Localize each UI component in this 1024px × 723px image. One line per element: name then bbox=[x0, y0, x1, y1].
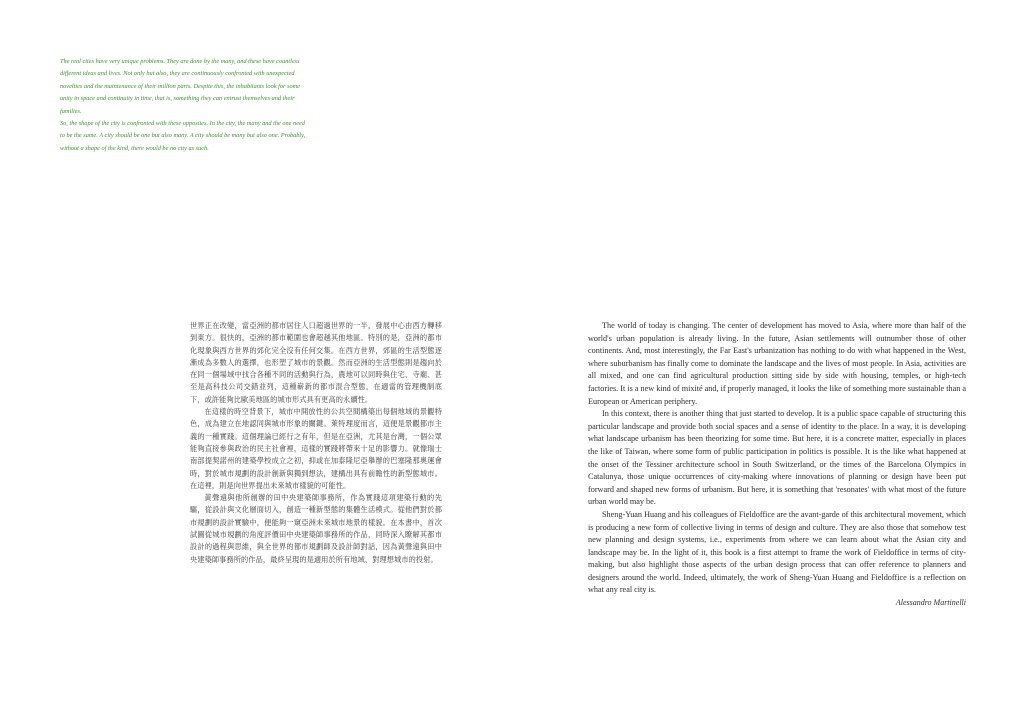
chinese-text-column bbox=[190, 320, 442, 566]
quote-paragraph-2: So, the shape of the city is confronted with these opposites. In the city, the many and the one need to be the same. A city should be one but also many. A city should be many but also one. Probably, without a shape of the kind, there would be no city as such. bbox=[60, 120, 306, 152]
chinese-paragraph-3: 黃聲遠與他所創辦的田中央建築師事務所，作為實踐這項建築行動的先驅，從設計與文化層面切入，創造一種新型態的集體生活模式。從他們對於都市規劃的設計實驗中，便能夠一窺亞洲未來城市地景的樣貌。在本書中，首次試圖從城市規劃的角度評價田中央建築師事務所的作品，同時深入瞭解其都市設計的過程與思維，與全世界的都市規劃師及設計師對話，因為黃聲遠與田中央建築師事務所的作品，最終呈現的是適用於所有地域、對理想城市的投射。 bbox=[190, 493, 442, 564]
english-paragraph-1: The world of today is changing. The center of development has moved to Asia, where more than half of the world's urban population is already living. In the future, Asian settlements will outnumber those of other continents. And, most interestingly, the Far East's urbanization has nothing to do with what happened in the West, where suburbanism has finally come to dominate the landscape and the lives of most people. In Asia, activities are all mixed, and one can find agricultural production sitting side by side with housing, temples, or high-tech factories. It is a new kind of mixité and, if properly managed, it looks the like of something more sustainable than a European or American periphery. bbox=[588, 321, 966, 406]
chinese-paragraph-2: 在這樣的時空背景下，城市中開放性的公共空間構築出每個地域的景觀特色，成為建立在地認同與城市形象的關鍵。萊特理度而言，這便是景觀都市主義的一種實踐。這個理論已經行之有年，但是在亞洲，尤其是台灣，一個公眾能夠直接參與政治的民主社會裡，這樣的實踐將帶來十足的影響力。就像瑞士南部提契諾州的建築學校成立之初，抑或在加泰隆尼亞舉辦的巴塞隆那奧運會時，對於城市規劃的設計創新與獨到想法，建構出具有前瞻性的新型態城市。在這裡，則是向世界提出未來城市樣貌的可能性。 bbox=[190, 407, 442, 490]
english-text-column bbox=[588, 320, 966, 610]
quote-paragraph-1: The real cites have very unique problems. They are done by the many, and these have countless different ideas and lives. Not only but also, they are continuously confronted with unexpected novelties and the maintenance of their million parts. Despite this, the inhabitants look for some unity in space and continuity in time, that is, something they can entrust themselves and their families. bbox=[60, 58, 300, 115]
epigraph-quote bbox=[60, 56, 310, 155]
english-paragraph-2: In this context, there is another thing that just started to develop. It is a public space capable of structuring this particular landscape and provide both social spaces and a sense of identity to the place. In a way, it is developing what landscape urbanism has been theorizing for some time. But here, it is a concrete matter, especially in places the like of Taiwan, where some form of public participation in politics is possible. It is the like what happened at the onset of the Tessiner architecture school in South Switzerland, or the times of the Barcelona Olympics in Catalunya, those unique occurrences of city-making where innovations of planning or design have been put forward and shaped new forms of urbanism. But here, it is something that 'resonates' with what most of the future urban world may be. bbox=[588, 409, 966, 507]
author-signature: Alessandro Martinelli bbox=[895, 598, 966, 608]
english-paragraph-3: Sheng-Yuan Huang and his colleagues of Fieldoffice are the avant-garde of this architectural movement, which is producing a new form of collective living in terms of design and culture. They are also those that somehow test new planning and design systems, i.e., experiments from where we can learn about what the Asian city and landscape may be. In the light of it, this book is a first attempt to frame the work of Fieldoffice in terms of city-making, but also highlight those aspects of the urban design process that can offer reference to planners and designers around the world. Indeed, ultimately, the work of Sheng-Yuan Huang and Fieldoffice is a reflection on what any real city is. bbox=[588, 509, 966, 595]
chinese-paragraph-1: 世界正在改變，當亞洲的都市居住人口超過世界的一半，發展中心由西方轉移到東方。很快的，亞洲的都市範圍也會超越其他地區。特別的是，亞洲的都市化現象與西方世界的郊化完全沒有任何交集。在西方世界，郊區的生活型態逐漸成為多數人的選擇，也形塑了城市的景觀。然而亞洲的生活型態則是趨向於在同一個場域中找合各種不同的活動與行為，農地可以同時與住宅、寺廟、甚至是高科技公司交錯並列，這種嶄新的都市混合型態，在適當的管理機制底下，或許能夠比歐美地區的城市形式具有更高的永續性。 bbox=[190, 321, 442, 404]
